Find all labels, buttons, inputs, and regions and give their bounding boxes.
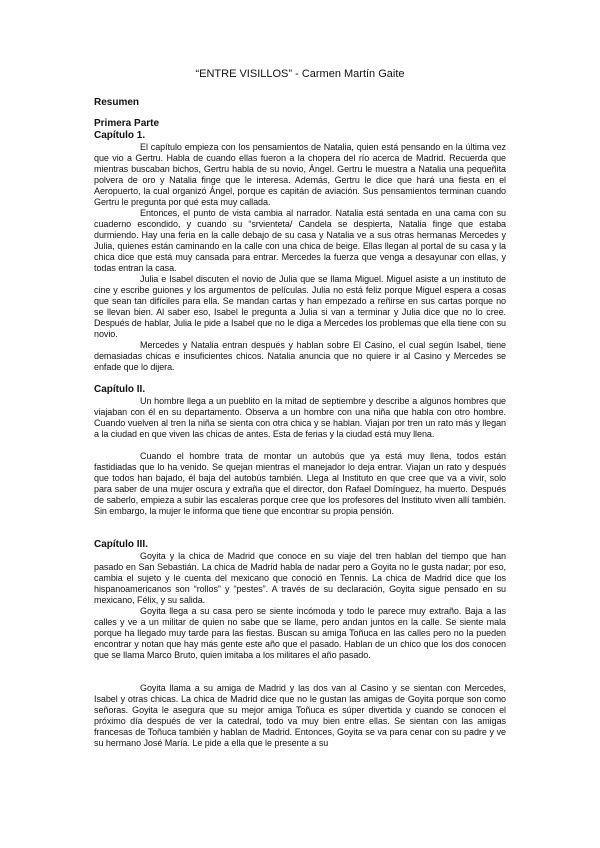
chapter-2-paragraph-2: Cuando el hombre trata de montar un autobús que ya está muy llena, todos están fastidiadas que lo ha venido. Se quejan mientras el manejador lo deja entrar. Viajan un rato y después que todos han bajado, él baja del autobús también. Llega al Instituto en que cree que va a vivir, solo para saber de una mujer oscura y extraña que el director, don Rafael Domínguez, ha muerto. Después de saberlo, empieza a subir las escaleras porque cree que los profesores del Instituto viven allí también. Sin embargo, la mujer le informa que tiene que encontrar su propia pensión. <box>94 451 506 516</box>
chapter-1-paragraph-3: Julia e Isabel discuten el novio de Julia que se llama Miguel. Miguel asiste a un instituto de cine y escribe guiones y los argumentos de películas. Julia no está feliz porque Miguel espera a cosas que sean tan difíciles para ella. Se mandan cartas y han empezado a reñirse en sus cartas porque no se llevan bien. Al saber eso, Isabel le pregunta a Julia si van a terminar y Julia dice que no lo cree. Después de hablar, Julia le pide a Isabel que no le diga a Mercedes los problemas que ella tiene con su novio. <box>94 274 506 339</box>
document-title: “ENTRE VISILLOS” - Carmen Martín Gaite <box>195 68 405 80</box>
chapter-1-paragraph-1: El capítulo empieza con los pensamientos de Natalia, quien está pensando en la última vez que vio a Gertru. Habla de cuando ellas fueron a la chopera del río acerca de Madrid. Recuerda que mientras buscaban bichos, Gertru habla de su novio, Ángel. Gertru le muestra a Natalia una pequeñita polvera de oro y Natalia finge que le interesa. Además, Gertru le dice que hará una fiesta en el Aeropuerto, la cual organizó Ángel, porque es capitán de aviación. Sus pensamientos terminan cuando Gertru le pregunta por qué esta muy callada. <box>94 142 506 207</box>
chapter-3-paragraph-2: Goyita llega a su casa pero se siente incómoda y todo le parece muy extraño. Baja a las calles y ve a un militar de quien no sabe que se llame, pero andan juntos en la calle. Se siente mala porque ha llegado muy tarde para las fiestas. Buscan su amiga Toñuca en las calles pero no la pueden encontrar y notan que hay más gente este año que el pasado. Hablan de un chico que los dos conocen que se llama Marco Bruto, quien imitaba a los militares el año pasado. <box>94 606 506 660</box>
part-heading: Primera Parte <box>94 118 160 129</box>
chapter-2-paragraph-1: Un hombre llega a un pueblito en la mitad de septiembre y describe a algunos hombres que viajaban con él en su departamento. Observa a un hombre con una niña que habla con otro hombre. Cuando vuelven al tren la niña se sienta con otra chica y se hablan. Viajan por tren un rato más y llegan a la ciudad en que viven las chicas de antes. Esta de ferias y la ciudad está muy llena. <box>94 396 506 439</box>
chapter-1-paragraph-4: Mercedes y Natalia entran después y hablan sobre El Casino, el cual según Isabel, tiene demasiadas chicas e insuficientes chicos. Natalia anuncia que no quiere ir al Casino y Mercedes se enfade que lo dijera. <box>94 340 506 372</box>
chapter-3-paragraph-3: Goyita llama a su amiga de Madrid y las dos van al Casino y se sientan con Mercedes, Isabel y otras chicas. La chica de Madrid dice que no le gustan las amigas de Goyita porque son como señoras. Goyita le asegura que su mejor amiga Toñuca es súper divertida y cuando se conocen el próximo día después de ver la catedral, todo va muy bien entre ellas. Se sientan con las amigas francesas de Toñuca también y hablan de Madrid. Entonces, Goyita se va para cenar con su padre y ve su hermano José María. Le pide a ella que le presente a su <box>94 683 506 748</box>
summary-heading: Resumen <box>94 97 140 108</box>
chapter-3-heading: Capítulo III. <box>94 539 148 550</box>
chapter-1-heading: Capítulo 1. <box>94 130 146 141</box>
chapter-3-paragraph-1: Goyita y la chica de Madrid que conoce en su viaje del tren hablan del tiempo que han pasado en San Sebastián. La chica de Madrid habla de nadar pero a Goyita no le gusta nadar; por eso, cambia el sujeto y le cuenta del mexicano que conoció en Tennis. La chica de Madrid dice que los hispanoamericanos son “rollos” y “pestes”. A través de su declaración, Goyita sigue pensado en su mexicano, Félix, y su salida. <box>94 551 506 605</box>
chapter-1-paragraph-2: Entonces, el punto de vista cambia al narrador. Natalia está sentada en una cama con su cuaderno escondido, y cuando su “srvienteta/ Candela se despierta, Natalia finge que estaba durmiendo. Hay una feria en la calle debajo de su casa y Natalia ve a sus otras hermanas Mercedes y Julia, quienes están caminando en la calle con una chica de beige. Ellas llegan al portal de su casa y la chica dice que está muy cansada para entrar. Mercedes la fuerza que venga a desayunar con ellas, y todas entran la casa. <box>94 208 506 273</box>
chapter-2-heading: Capítulo II. <box>94 384 146 395</box>
